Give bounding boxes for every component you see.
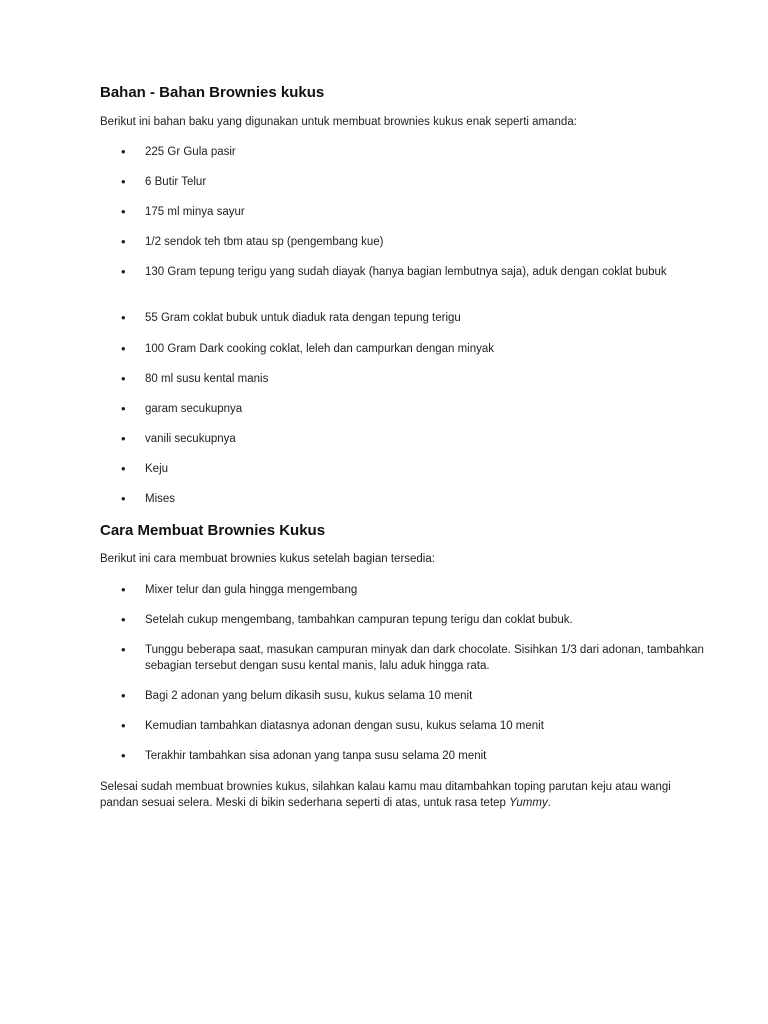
list-item <box>0 612 768 646</box>
bullet-icon: • <box>121 341 126 356</box>
list-item <box>0 718 768 752</box>
list-item <box>0 264 768 298</box>
ingredient-text: 80 ml susu kental manis <box>145 373 269 385</box>
bullet-icon: • <box>121 431 126 446</box>
list-item <box>0 371 768 405</box>
list-item <box>0 401 768 435</box>
ingredient-text: vanili secukupnya <box>145 433 236 445</box>
bullet-icon: • <box>121 461 126 476</box>
ingredient-text: 6 Butir Telur <box>145 176 207 188</box>
step-text: Kemudian tambahkan diatasnya adonan dengan susu, kukus selama 10 menit <box>145 720 544 732</box>
closing-end: . <box>547 797 551 809</box>
step-text: Mixer telur dan gula hingga mengembang <box>145 584 358 596</box>
ingredient-text: Mises <box>145 493 176 505</box>
bullet-icon: • <box>121 688 126 703</box>
section2-intro: Berikut ini cara membuat brownies kukus setelah bagian tersedia: <box>100 553 435 565</box>
section1-intro: Berikut ini bahan baku yang digunakan untuk membuat brownies kukus enak seperti amanda: <box>100 116 577 128</box>
ingredient-text: 100 Gram Dark cooking coklat, leleh dan campurkan dengan minyak <box>145 343 495 355</box>
bullet-icon: • <box>121 264 126 279</box>
bullet-icon: • <box>121 642 126 657</box>
bullet-icon: • <box>121 144 126 159</box>
step-text: Bagi 2 adonan yang belum dikasih susu, kukus selama 10 menit <box>145 690 473 702</box>
section2-title: Cara Membuat Brownies Kukus <box>100 522 326 539</box>
bullet-icon: • <box>121 748 126 763</box>
list-item <box>0 234 768 268</box>
ingredient-text: 130 Gram tepung terigu yang sudah diayak (hanya bagian lembutnya saja), aduk dengan coklat bubuk <box>145 266 667 278</box>
bullet-icon: • <box>121 718 126 733</box>
ingredient-text: 175 ml minya sayur <box>145 206 245 218</box>
list-item <box>0 642 768 676</box>
list-item <box>0 582 768 616</box>
step-text: Tunggu beberapa saat, masukan campuran minyak dan dark chocolate. Sisihkan 1/3 dari adonan, tambahkan sebagian tersebut dengan susu kental manis, lalu aduk hingga rata. <box>145 644 704 672</box>
bullet-icon: • <box>121 371 126 386</box>
bullet-icon: • <box>121 204 126 219</box>
list-item <box>0 144 768 178</box>
bullet-icon: • <box>121 582 126 597</box>
list-item <box>0 310 768 344</box>
list-item <box>0 461 768 495</box>
list-item <box>0 688 768 722</box>
ingredient-text: 1/2 sendok teh tbm atau sp (pengembang kue) <box>145 236 384 248</box>
bullet-icon: • <box>121 174 126 189</box>
list-item <box>0 174 768 208</box>
ingredient-text: 225 Gr Gula pasir <box>145 146 236 158</box>
ingredient-text: 55 Gram coklat bubuk untuk diaduk rata dengan tepung terigu <box>145 312 461 324</box>
bullet-icon: • <box>121 401 126 416</box>
section1-title: Bahan - Bahan Brownies kukus <box>100 84 325 101</box>
step-text: Setelah cukup mengembang, tambahkan campuran tepung terigu dan coklat bubuk. <box>145 614 573 626</box>
closing-paragraph <box>100 779 690 811</box>
list-item <box>0 341 768 375</box>
list-item <box>0 491 768 525</box>
bullet-icon: • <box>121 234 126 249</box>
closing-emphasis: Yummy <box>509 797 548 809</box>
bullet-icon: • <box>121 491 126 506</box>
list-item <box>0 748 768 782</box>
list-item <box>0 204 768 238</box>
closing-text: Selesai sudah membuat brownies kukus, silahkan kalau kamu mau ditambahkan toping parutan keju atau wangi pandan sesuai selera. Meski di bikin sederhana seperti di atas, untuk rasa tetep <box>100 781 671 809</box>
bullet-icon: • <box>121 310 126 325</box>
ingredient-text: garam secukupnya <box>145 403 243 415</box>
bullet-icon: • <box>121 612 126 627</box>
list-item <box>0 431 768 465</box>
ingredient-text: Keju <box>145 463 169 475</box>
step-text: Terakhir tambahkan sisa adonan yang tanpa susu selama 20 menit <box>145 750 487 762</box>
